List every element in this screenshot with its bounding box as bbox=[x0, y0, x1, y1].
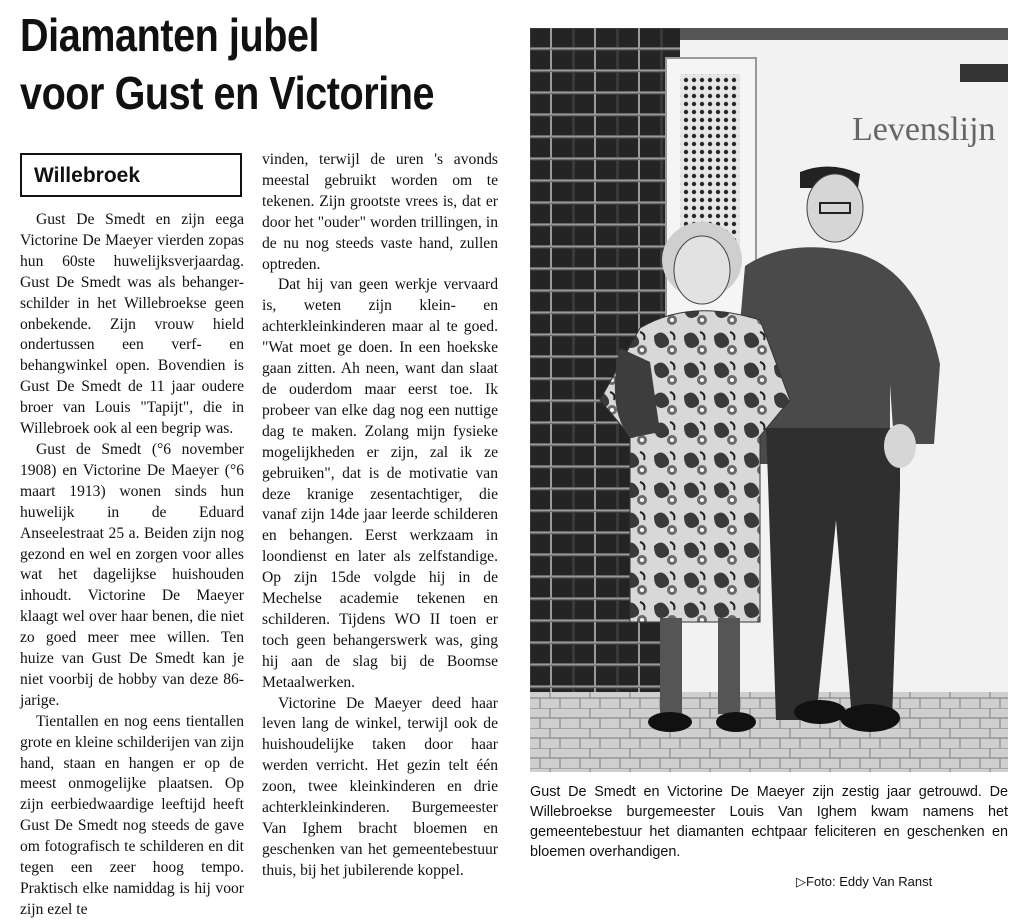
paragraph: Gust De Smedt en zijn eega Victorine De Maeyer vierden zopas hun 60ste huwelijksverjaardag. Gust De Smedt was als behanger-schilder in het Willebroekse geen onbekende. Zijn vrouw hield ondertussen een verf- en behangwinkel open. Bovendien is Gust De Smedt de 11 jaar oudere broer van Louis "Tapijt", die in Willebroek ook al een begrip was. bbox=[20, 211, 244, 438]
paragraph: vinden, terwijl de uren 's avonds meestal gebruikt worden om te tekenen. Zijn grootste vrees is, dat er door het "ouder" worden trillingen, in de nu nog steeds vaste hand, zullen optreden. bbox=[262, 151, 498, 273]
photo-caption: Gust De Smedt en Victorine De Maeyer zijn zestig jaar getrouwd. De Willebroekse burgemeester Louis Van Ighem kwam namens het gemeentebestuur het diamanten echtpaar feliciteren en geschenken en bloemen overhandigen. bbox=[530, 784, 1008, 860]
photo-credit: ▷Foto: Eddy Van Ranst bbox=[796, 874, 933, 889]
couple-photo bbox=[530, 28, 1008, 772]
paragraph: Tientallen en nog eens tientallen grote en kleine schilderijen van zijn hand, staan en hangen er op de meest onmogelijke plaatsen. Op zijn eerbiedwaardige leeftijd heeft Gust De Smedt nog steeds de gave om fotografisch te schilderen en dit tegen een zeer hoog tempo. Praktisch elke namiddag is hij voor zijn ezel te bbox=[20, 712, 244, 918]
paragraph: Gust de Smedt (°6 november 1908) en Victorine De Maeyer (°6 maart 1913) wonen sinds hun huwelijk in de Eduard Anseelestraat 25 a. Beiden zijn nog gezond en wel en zorgen voor alles wat het dagelijkse huishouden inhoudt. Victorine De Maeyer klaagt wel over haar benen, die niet zo goed meer mee willen. Ten huize van Gust De Smedt kan je niet voorbij de hobby van deze 86-jarige. bbox=[20, 440, 244, 709]
window-sign-text: Levenslijn bbox=[852, 111, 996, 148]
location-label: Willebroek bbox=[20, 153, 242, 197]
paragraph: Victorine De Maeyer deed haar leven lang de winkel, terwijl ook de huishoudelijke taken door haar werden verricht. Het gezin telt één zoon, twee kleinkinderen en drie achterkleinkinderen. Burgemeester Van Ighem bracht bloemen en geschenken van het gemeentebestuur thuis, bij het jubilerende koppel. bbox=[262, 694, 498, 879]
headline-line-2: voor Gust en Victorine bbox=[20, 67, 435, 119]
article-column-2 bbox=[262, 150, 498, 879]
headline-line-1: Diamanten jubel bbox=[20, 9, 320, 61]
article-column-1 bbox=[20, 210, 244, 918]
paragraph: Dat hij van geen werkje vervaard is, weten zijn klein- en achterkleinkinderen maar al te goed. "Wat moet ge doen. In een hoekske gaan zitten. Ah neen, want dan slaat de ouderdom maar eerst toe. Ik probeer van elke dag nog een nuttige dag te maken. Zolang mijn fysieke mogelijkheden er zijn, zal ik ze gebruiken", dat is de motivatie van deze kranige zesentachtiger, die vanaf zijn 14de jaar leerde schilderen en behangen. Eerst werkzaam in loondienst en later als zelfstandige. Op zijn 15de volgde hij in de Mechelse academie tekenen en schilderen. Tijdens WO II toen er toch geen behangerswerk was, ging hij aan de slag bij de Boomse Metaalwerken. bbox=[262, 276, 498, 691]
headline bbox=[20, 6, 450, 122]
